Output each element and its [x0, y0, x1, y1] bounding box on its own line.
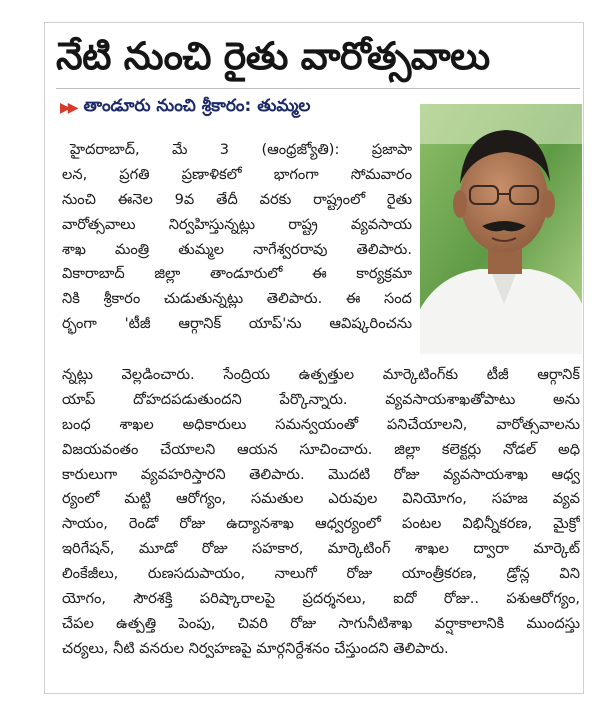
body-line: యోగం, సౌరశక్తి పరిష్కారాలపై ప్రదర్శనలు, ఐదో రోజు.. పశుఆరోగ్యం,	[62, 590, 580, 608]
body-line: ఇరిగేషన్, మూడో రోజు సహకార, మార్కెటింగ్ శాఖల ద్వారా మార్కెట్	[62, 540, 580, 558]
headline: నేటి నుంచి రైతు వారోత్సవాలు	[56, 34, 490, 78]
body-line: లన, ప్రగతి ప్రణాళికలో భాగంగా సోమవారం	[62, 165, 412, 183]
body-line: ర్యంలో మట్టి ఆరోగ్యం, సమతుల ఎరువుల వినియోగం, సహజ వ్యవ	[62, 490, 580, 508]
body-line: శాఖ మంత్రి తుమ్మల నాగేశ్వరరావు తెలిపారు.	[62, 240, 412, 258]
body-line: సాయం, రెండో రోజు ఉద్యానశాఖ ఆధ్వర్యంలో పంటల విభిన్నీకరణ, మైక్రో	[62, 515, 580, 533]
body-text-narrow	[62, 138, 412, 337]
headline-divider	[56, 88, 580, 89]
double-chevron-right-icon: ▶▶	[60, 100, 76, 116]
body-line: యాప్ దోహదపడుతుందని పేర్కొన్నారు. వ్యవసాయశాఖతోపాటు అను	[62, 390, 580, 408]
body-line: ర్భంగా 'టీజీ ఆర్గానిక్ యాప్'ను ఆవిష్కరించను	[62, 315, 412, 333]
subheadline-text: తాండూరు నుంచి శ్రీకారం: తుమ్మల	[83, 96, 311, 116]
subheadline	[60, 94, 310, 122]
body-line: కారులుగా వ్యవహరిస్తారని తెలిపారు. మొదటి రోజు వ్యవసాయశాఖ ఆధ్వ	[62, 465, 580, 483]
body-line: వారోత్సవాలు నిర్వహిస్తున్నట్లు రాష్ట్ర వ్యవసాయ	[62, 215, 412, 233]
body-line: హైదరాబాద్, మే 3 (ఆంధ్రజ్యోతి): ప్రజాపా	[70, 141, 412, 158]
body-text-wide	[62, 363, 580, 662]
portrait-photo	[420, 104, 582, 354]
body-line: నికి శ్రీకారం చుడుతున్నట్లు తెలిపారు. ఈ సంద	[62, 290, 412, 308]
body-line: లింకేజీలు, రుణసదుపాయం, నాలుగో రోజు యాంత్రీకరణ, డ్రోన్ల విని	[62, 565, 580, 583]
body-line: విజయవంతం చేయాలని ఆయన సూచించారు. జిల్లా కలెక్టర్లు నోడల్ అధి	[62, 440, 580, 458]
body-line: చేపల ఉత్పత్తి పెంపు, చివరి రోజు సాగునీటిశాఖ వర్షాకాలానికి ముందస్తు	[62, 614, 580, 632]
body-line: నుంచి ఈనెల 9వ తేదీ వరకు రాష్ట్రంలో రైతు	[62, 190, 412, 208]
body-line: వికారాబాద్ జిల్లా తాండూరులో ఈ కార్యక్రమా	[62, 265, 412, 283]
body-line: చర్యలు, నీటి వనరుల నిర్వహణపై మార్గనిర్దేశనం చేస్తుందని తెలిపారు.	[62, 639, 449, 657]
portrait-image	[420, 104, 582, 354]
body-line: బంధ శాఖల అధికారులు సమన్వయంతో పనిచేయాలని, వారోత్సవాలను	[62, 415, 580, 433]
body-line: న్నట్లు వెల్లడించారు. సేంద్రియ ఉత్పత్తుల మార్కెటింగ్‌కు టీజీ ఆర్గానిక్	[62, 366, 580, 383]
